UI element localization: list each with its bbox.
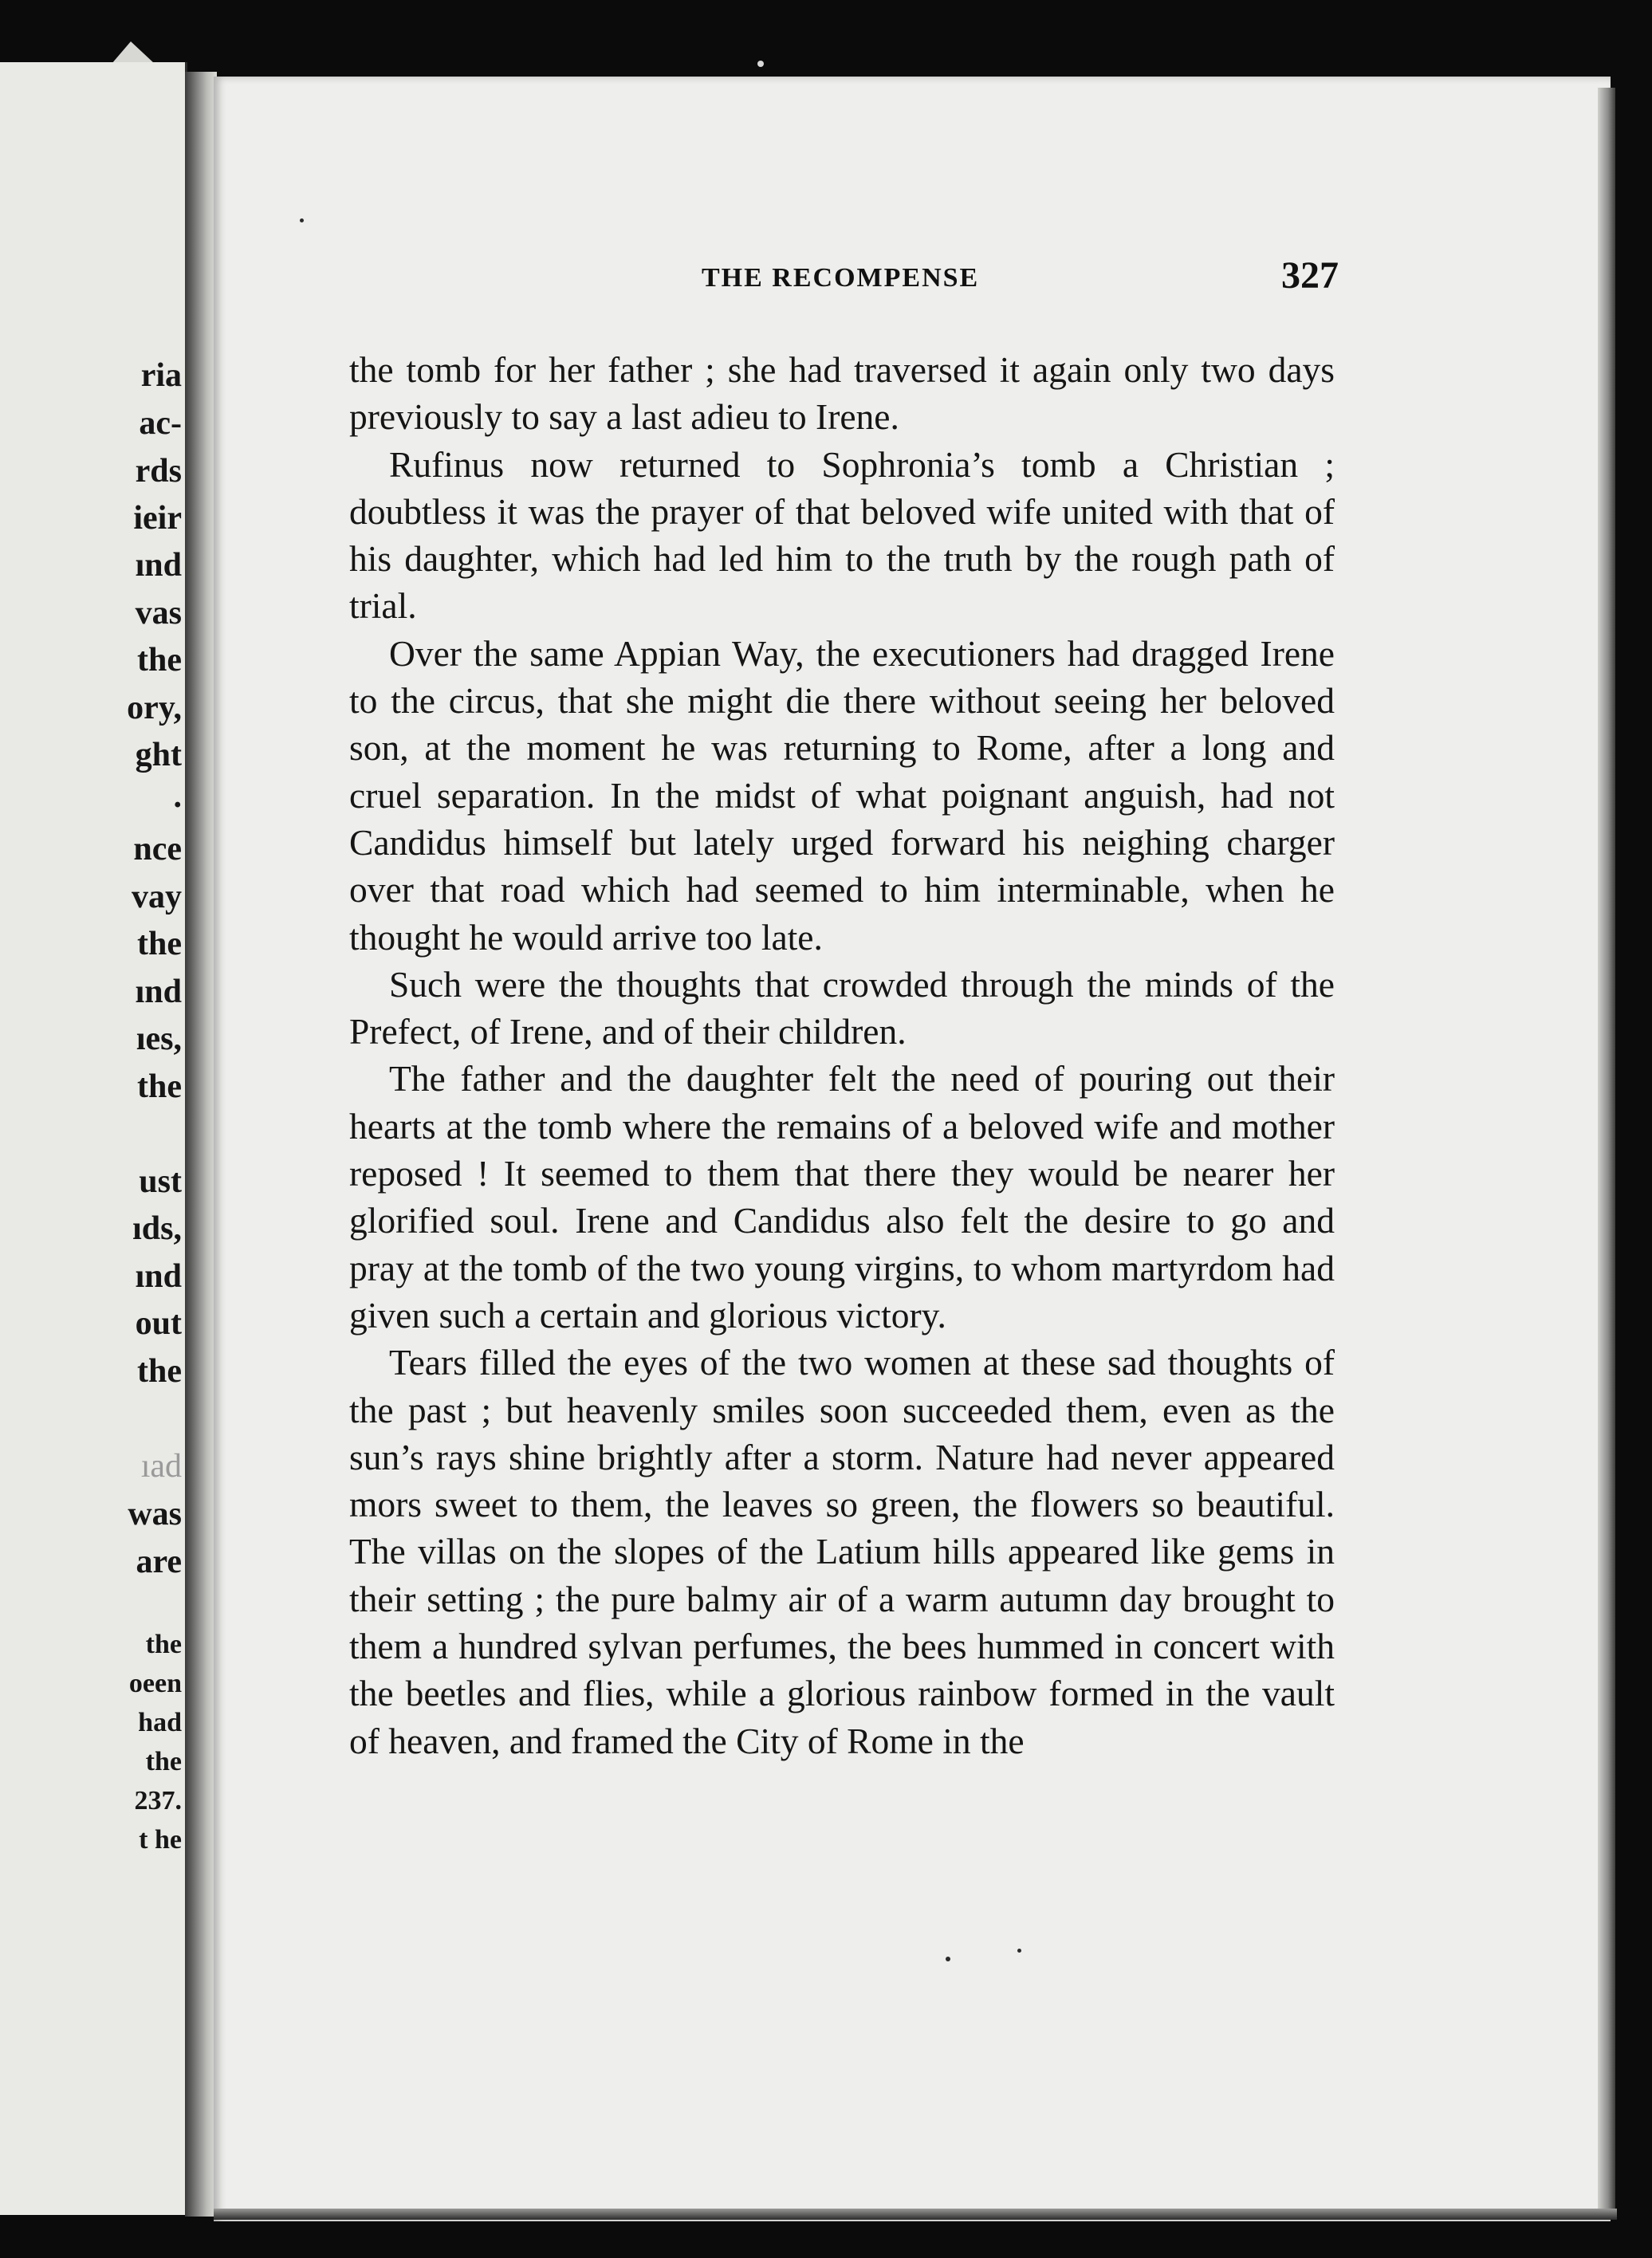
scan-speck [757,61,764,67]
left-line-fragment: ory, [127,690,182,726]
left-line-fragment: the [145,1747,182,1776]
running-head: THE RECOMPENSE [702,263,980,293]
left-line-fragment: ıds, [132,1210,182,1247]
left-line-fragment: the [137,1353,182,1390]
left-line-fragment: ac- [139,405,182,442]
left-line-fragment: ıes, [136,1021,182,1057]
page-number: 327 [1281,254,1339,297]
left-line-fragment: the [137,642,182,679]
previous-page-fragment [0,62,187,2215]
left-line-fragment: vay [132,879,182,915]
scan-speck [300,218,304,222]
left-line-fragment: t he [139,1825,182,1855]
paragraph: Tears filled the eyes of the two women at these sad thoughts of the past ; but heavenly smiles soon succeeded them, even as the sun’s rays shine brightly after a storm. Nature had never appeared mors sweet to them, the leaves so green, the flowers so beautiful. The villas on the slopes of the Latium hills appeared like gems in their setting ; the pure balmy air of a warm autumn day brought to them a hundred sylvan perfumes, the bees hummed in concert with the beetles and flies, while a glorious rainbow formed in the vault of heaven, and framed the City of Rome in the [349,1342,1335,1761]
left-line-fragment: are [136,1544,182,1580]
left-line-fragment: . [173,778,182,815]
left-line-fragment: 237. [134,1786,182,1815]
left-line-fragment: the [137,1068,182,1105]
left-line-fragment: ght [135,737,182,773]
left-line-fragment: ınd [135,1258,182,1295]
page-body-text [349,346,1335,1764]
left-line-fragment: oeen [128,1669,182,1698]
paragraph: Such were the thoughts that crowded through the minds of the Prefect, of Irene, and of their children. [349,963,1335,1052]
paragraph: Over the same Appian Way, the executioners had dragged Irene to the circus, that she might die there without seeing her beloved son, at the moment he was returning to Rome, after a long and cruel separation. In the midst of what poignant anguish, had not Candidus himself but lately urged forward his neighing charger over that road which had seemed to him interminable, when he thought he would arrive too late. [349,632,1335,958]
left-line-fragment: rds [135,453,182,490]
left-line-fragment: nce [133,831,182,867]
page-bottom-edge [214,2209,1617,2220]
left-line-fragment: the [137,926,182,962]
left-line-fragment: had [138,1708,182,1737]
paragraph: The father and the daughter felt the need of pouring out their hearts at the tomb where the remains of a beloved wife and mother reposed ! It seemed to them that there they would be nearer her glorified soul. Irene and Candidus also felt the desire to go and pray at the tomb of the two young virgins, to whom martyrdom had given such a certain and glorious victory. [349,1058,1335,1336]
paragraph: Rufinus now returned to Sophronia’s tomb a Christian ; doubtless it was the prayer of that beloved wife united with that of his daughter, which had led him to the truth by the rough path of trial. [349,443,1335,627]
left-line-fragment: ust [139,1163,182,1200]
left-line-fragment: out [135,1305,182,1342]
book-spine-gutter [185,72,217,2217]
scan-speck [946,1957,950,1961]
left-line-fragment: ınd [135,974,182,1010]
left-line-fragment: the [145,1630,182,1659]
left-line-fragment: ria [140,357,182,394]
page-edge [1598,88,1615,2209]
left-line-fragment: ieir [133,500,182,537]
scan-corner-mark [112,41,155,64]
left-line-fragment: vas [135,595,182,631]
paragraph: the tomb for her father ; she had traversed it again only two days previously to say a last adieu to Irene. [349,349,1335,438]
scan-speck [1017,1949,1021,1953]
left-line-fragment: ıad [140,1448,182,1485]
left-line-fragment: ınd [135,547,182,584]
left-line-fragment: was [128,1496,182,1532]
